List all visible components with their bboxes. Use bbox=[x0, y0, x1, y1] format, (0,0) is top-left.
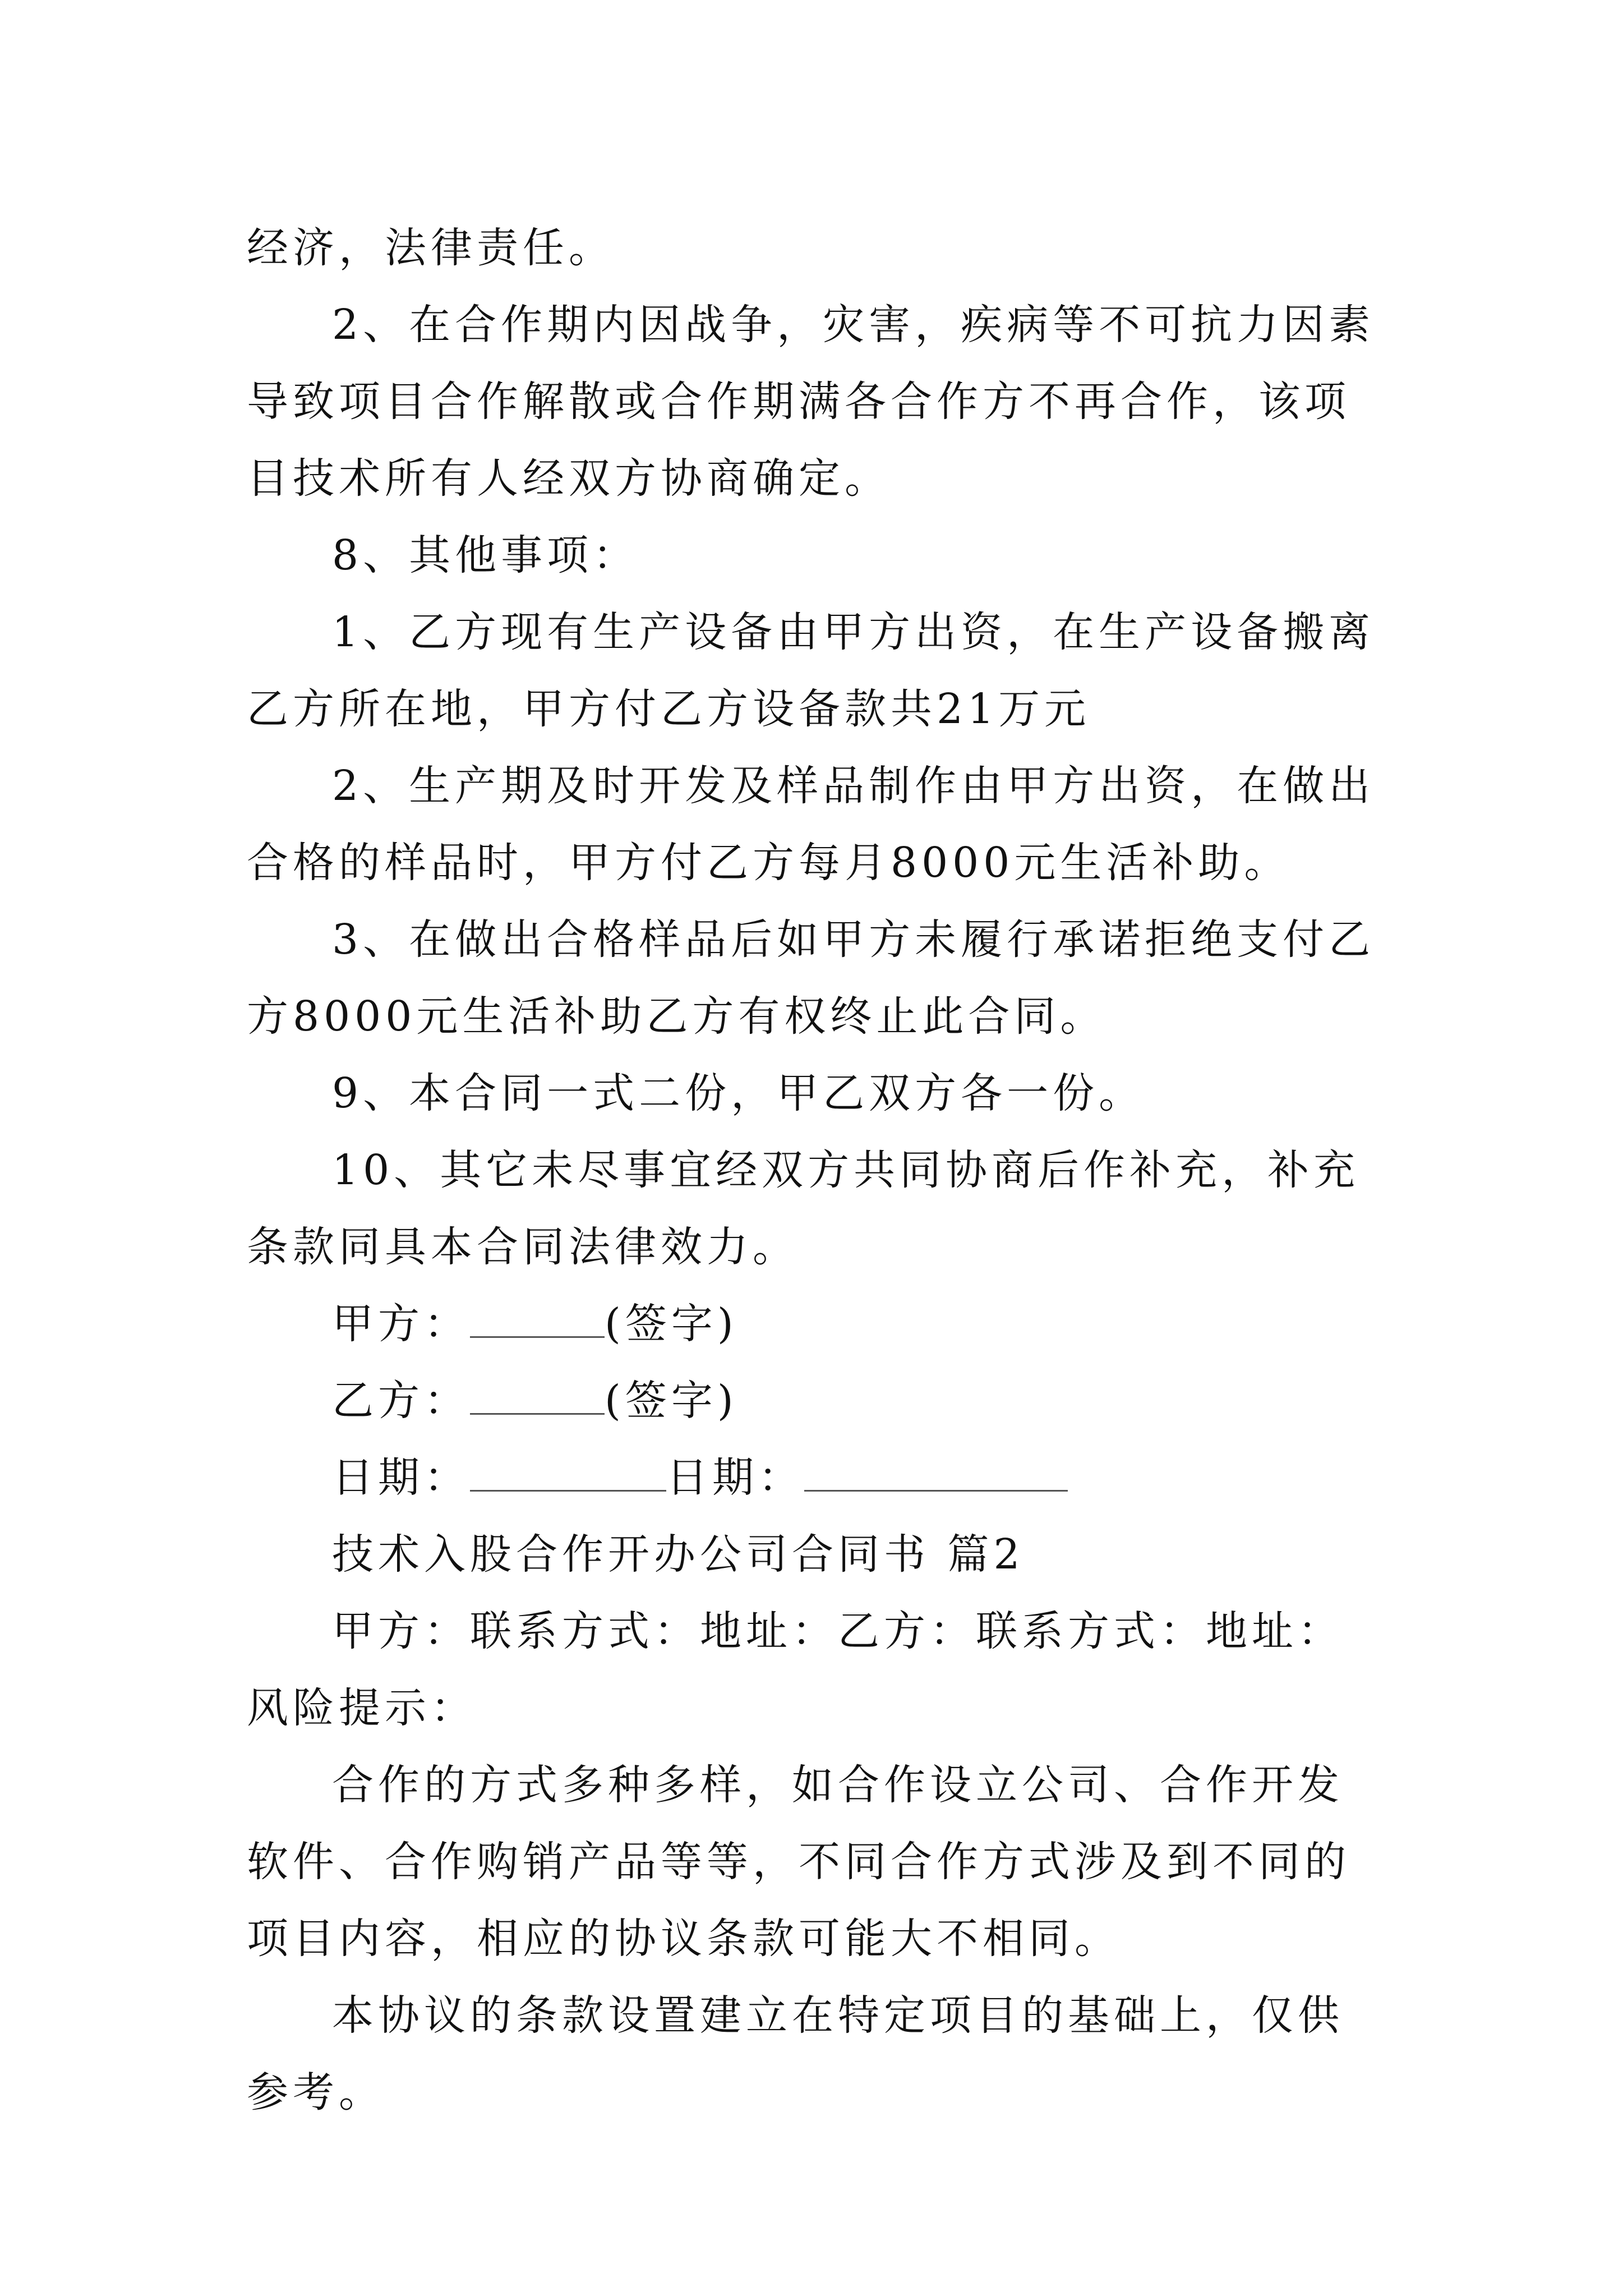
paragraph: 9、本合同一式二份，甲乙双方各一份。 bbox=[332, 1069, 1145, 1117]
party-a-suffix: (签字) bbox=[605, 1300, 738, 1348]
paragraph: 甲方：联系方式：地址：乙方：联系方式：地址：风险提示： bbox=[247, 1607, 1344, 1732]
paragraph: 经济，法律责任。 bbox=[247, 224, 615, 272]
paragraph: 10、其它未尽事宜经双方共同协商后作补充，补充条款同具本合同法律效力。 bbox=[247, 1146, 1360, 1271]
document-body bbox=[247, 210, 1385, 2131]
party-b-suffix: (签字) bbox=[605, 1377, 738, 1425]
paragraph: 合作的方式多种多样，如合作设立公司、合作开发软件、合作购销产品等等，不同合作方式涉及到不同的项目内容，相应的协议条款可能大不相同。 bbox=[247, 1761, 1350, 1963]
date-label-2: 日期： bbox=[666, 1453, 804, 1502]
paragraph: 本协议的条款设置建立在特定项目的基础上，仅供参考。 bbox=[247, 1991, 1344, 2116]
party-a-label: 甲方： bbox=[332, 1300, 470, 1348]
paragraph: 3、在做出合格样品后如甲方未履行承诺拒绝支付乙方8000元生活补助乙方有权终止此合同。 bbox=[247, 915, 1375, 1041]
paragraph: 1、乙方现有生产设备由甲方出资，在生产设备搬离乙方所在地，甲方付乙方设备款共21万元 bbox=[247, 608, 1375, 733]
signature-line-party-a bbox=[247, 1286, 1385, 1363]
section-title: 技术入股合作开办公司合同书 篇2 bbox=[332, 1530, 1025, 1579]
date-blank bbox=[470, 1456, 666, 1492]
paragraph: 2、在合作期内因战争，灾害，疾病等不可抗力因素导致项目合作解散或合作期满各合作方不再合作，该项目技术所有人经双方协商确定。 bbox=[247, 301, 1375, 503]
paragraph: 8、其他事项： bbox=[332, 531, 639, 579]
signature-blank bbox=[470, 1303, 605, 1338]
date-blank bbox=[804, 1456, 1068, 1492]
signature-blank bbox=[470, 1379, 605, 1415]
party-b-label: 乙方： bbox=[332, 1377, 470, 1425]
date-label-1: 日期： bbox=[332, 1453, 470, 1502]
signature-line-party-b bbox=[247, 1363, 1385, 1439]
date-line bbox=[247, 1439, 1385, 1516]
paragraph: 2、生产期及时开发及样品制作由甲方出资，在做出合格的样品时，甲方付乙方每月8000元生活补助。 bbox=[247, 762, 1375, 887]
